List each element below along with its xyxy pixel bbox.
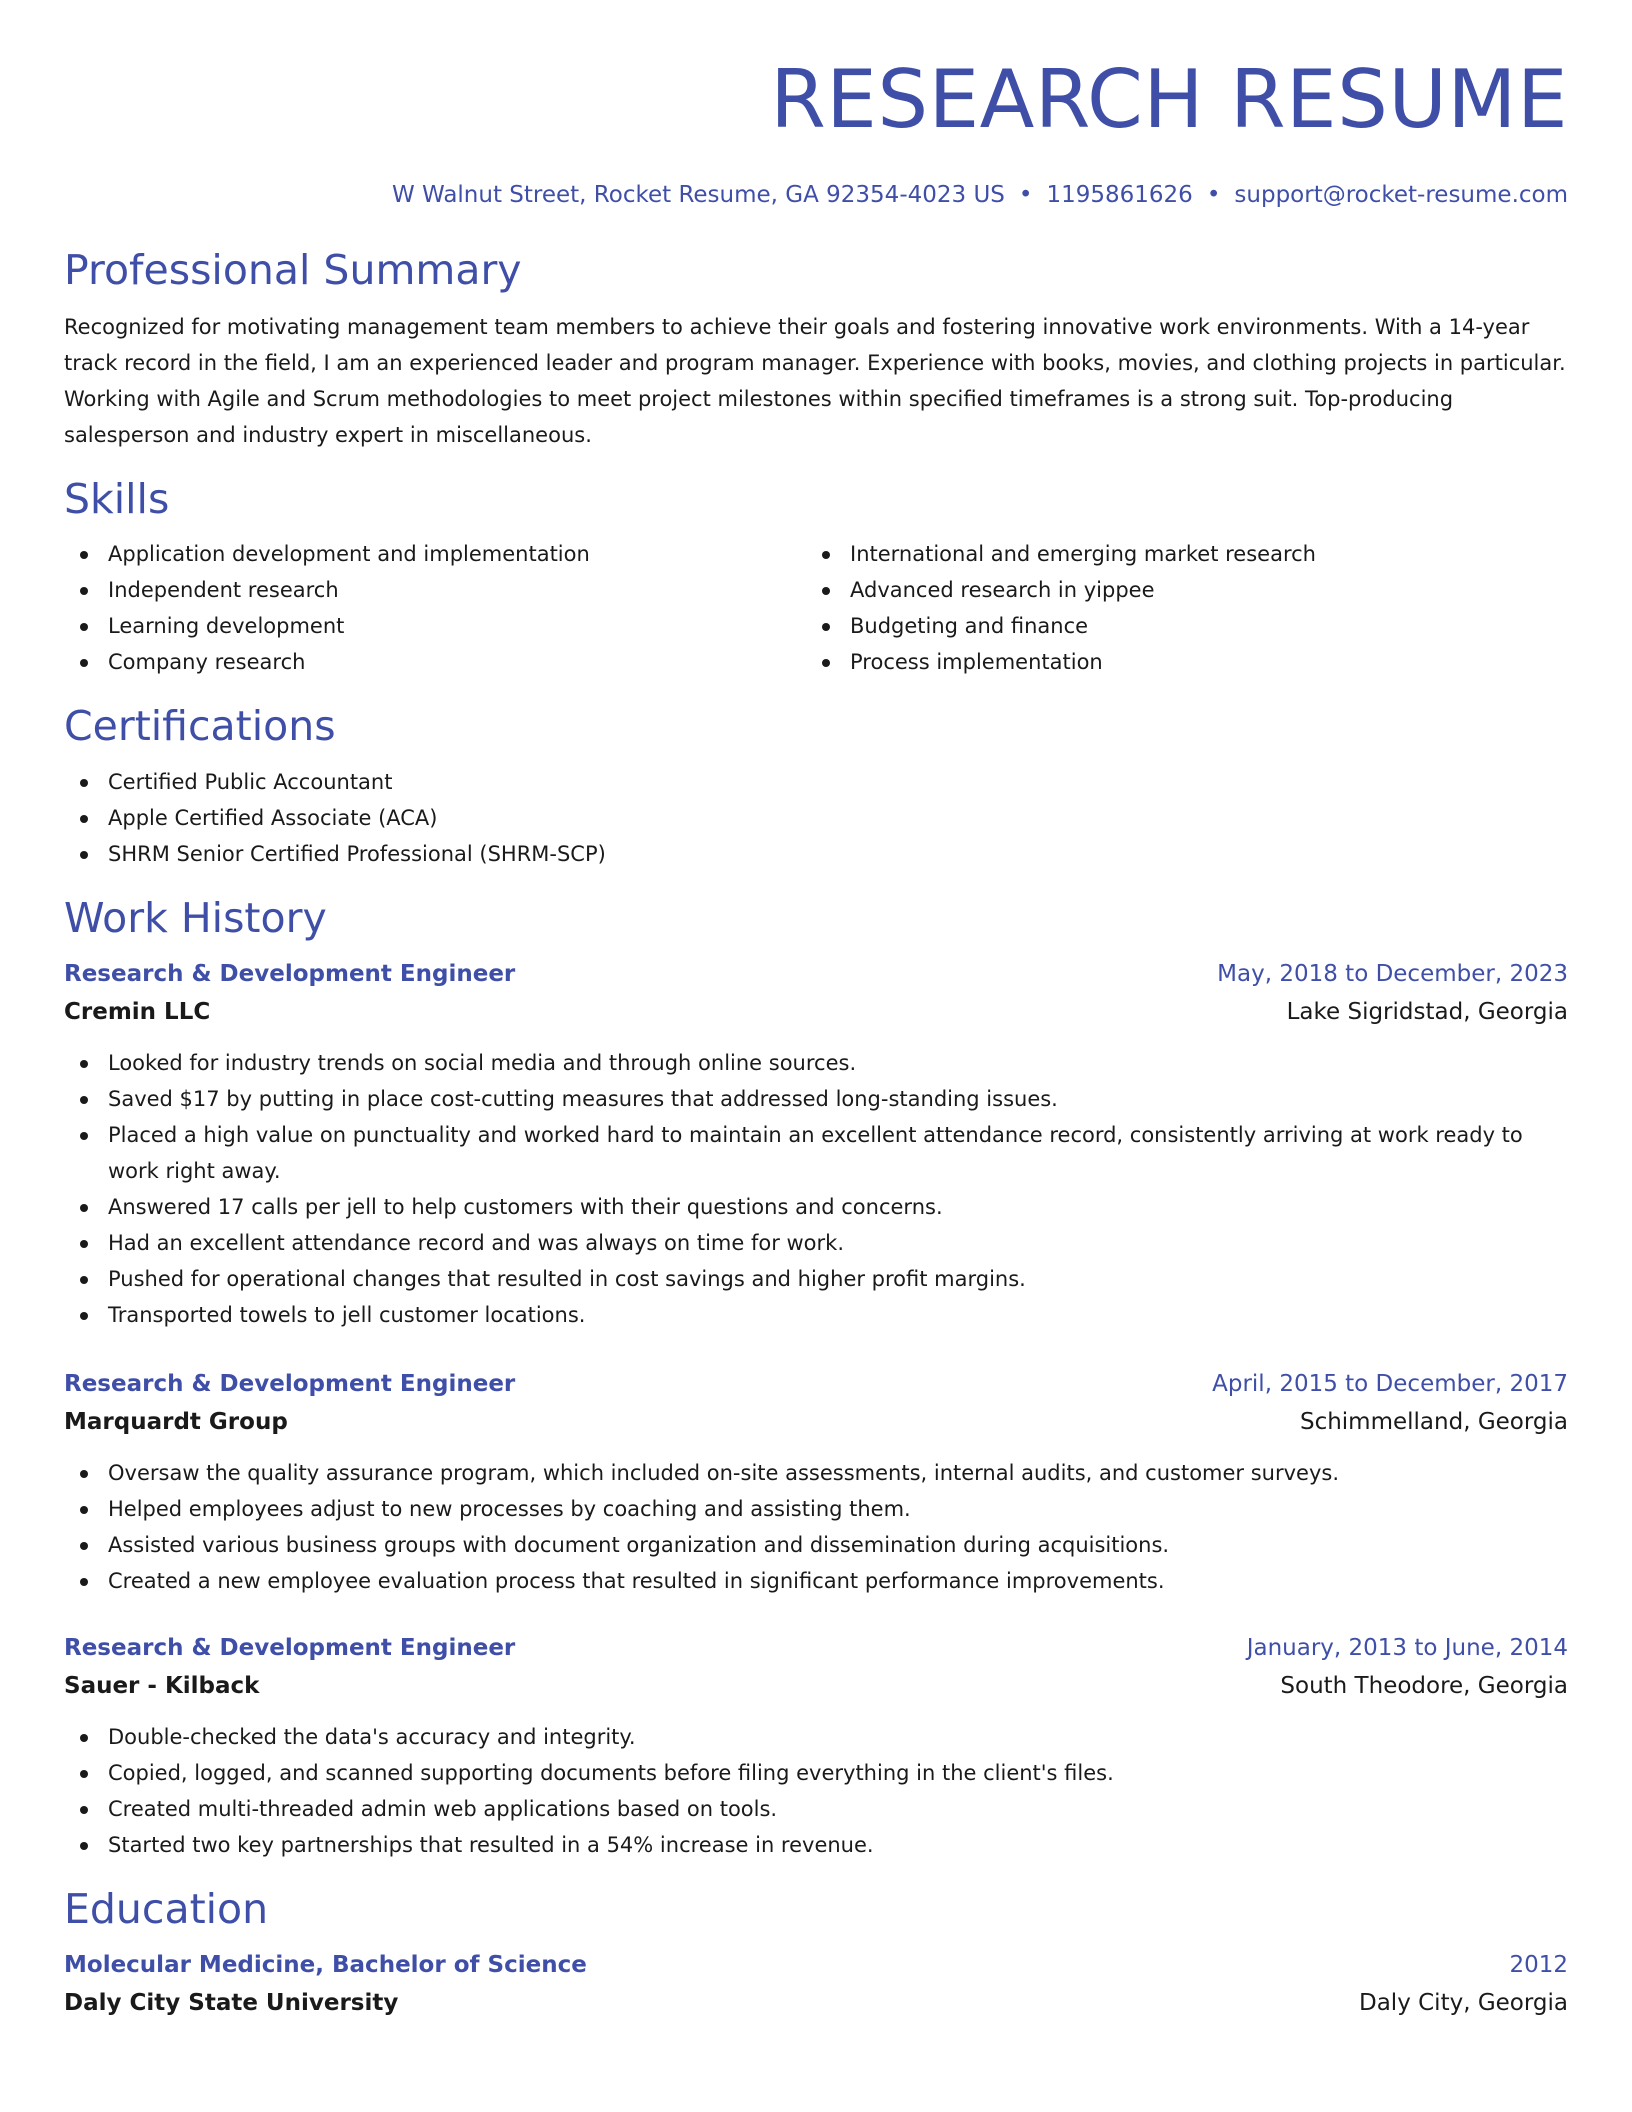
resume-name: RESEARCH RESUME <box>770 53 1568 146</box>
certification-item: Certified Public Accountant <box>64 764 1568 800</box>
skill-item: Budgeting and finance <box>806 608 1548 644</box>
education-school: Daly City State University <box>64 1989 399 2016</box>
job-bullet: Created a new employee evaluation process that resulted in significant performance improvements. <box>64 1563 1568 1599</box>
skills-column-left <box>64 536 806 680</box>
resume-page <box>64 0 1568 2022</box>
job-company: Marquardt Group <box>64 1408 288 1435</box>
certifications-heading: Certifications <box>64 702 336 751</box>
job-dates: January, 2013 to June, 2014 <box>1246 1634 1568 1661</box>
job-title: Research & Development Engineer <box>64 1634 516 1661</box>
job-bullet: Started two key partnerships that resulted in a 54% increase in revenue. <box>64 1827 1568 1863</box>
job-title: Research & Development Engineer <box>64 960 516 987</box>
job-bullet: Oversaw the quality assurance program, which included on-site assessments, internal audits, and customer surveys. <box>64 1455 1568 1491</box>
job-bullet: Assisted various business groups with document organization and dissemination during acquisitions. <box>64 1527 1568 1563</box>
contact-phone: 1195861626 <box>1046 182 1193 208</box>
skill-item: International and emerging market research <box>806 536 1548 572</box>
job-dates: April, 2015 to December, 2017 <box>1212 1370 1568 1397</box>
summary-heading: Professional Summary <box>64 246 522 294</box>
education-year: 2012 <box>1509 1951 1568 1978</box>
job-bullets <box>64 1719 1568 1863</box>
certification-item: SHRM Senior Certified Professional (SHRM-SCP) <box>64 836 1568 872</box>
skill-item: Independent research <box>64 572 806 608</box>
job-bullet: Transported towels to jell customer locations. <box>64 1297 1568 1333</box>
job-location: Lake Sigridstad, Georgia <box>1286 998 1568 1025</box>
contact-line <box>64 182 1568 208</box>
education-degree: Molecular Medicine, Bachelor of Science <box>64 1951 587 1978</box>
job-bullet: Double-checked the data's accuracy and integrity. <box>64 1719 1568 1755</box>
job-bullets <box>64 1455 1568 1599</box>
summary-text: Recognized for motivating management team members to achieve their goals and fostering innovative work environments. With a 14-year track record in the field, I am an experienced leader and program manager. Experience with books, movies, and clothing projects in particular. Working with Agile and Scrum methodologies to meet project milestones within specified timeframes is a strong suit. Top-producing salesperson and industry expert in miscellaneous. <box>64 315 1566 448</box>
job-bullet: Created multi-threaded admin web applications based on tools. <box>64 1791 1568 1827</box>
job-entry <box>64 1365 1568 1599</box>
certification-item: Apple Certified Associate (ACA) <box>64 800 1568 836</box>
contact-separator: • <box>1206 182 1221 208</box>
skill-item: Learning development <box>64 608 806 644</box>
job-bullet: Copied, logged, and scanned supporting documents before filing everything in the client's files. <box>64 1755 1568 1791</box>
job-bullets <box>64 1045 1568 1333</box>
contact-separator: • <box>1018 182 1033 208</box>
job-company: Cremin LLC <box>64 998 211 1025</box>
skill-item: Application development and implementation <box>64 536 806 572</box>
skill-item: Process implementation <box>806 644 1548 680</box>
contact-address: W Walnut Street, Rocket Resume, GA 92354-4023 US <box>392 182 1005 208</box>
job-bullet: Looked for industry trends on social media and through online sources. <box>64 1045 1568 1081</box>
skills-heading: Skills <box>64 475 170 524</box>
job-title: Research & Development Engineer <box>64 1370 516 1397</box>
job-bullet: Helped employees adjust to new processes by coaching and assisting them. <box>64 1491 1568 1527</box>
job-entry <box>64 1629 1568 1863</box>
job-entry <box>64 955 1568 1333</box>
job-location: South Theodore, Georgia <box>1280 1672 1568 1699</box>
skill-item: Advanced research in yippee <box>806 572 1548 608</box>
certifications-list <box>64 764 1568 872</box>
job-bullet: Placed a high value on punctuality and worked hard to maintain an excellent attendance record, consistently arriving at work ready to work right away. <box>64 1117 1568 1189</box>
education-entry <box>64 1946 1568 2022</box>
job-bullet: Pushed for operational changes that resulted in cost savings and higher profit margins. <box>64 1261 1568 1297</box>
education-location: Daly City, Georgia <box>1359 1989 1568 2016</box>
skills-grid <box>64 536 1568 680</box>
education-heading: Education <box>64 1884 269 1933</box>
job-location: Schimmelland, Georgia <box>1299 1408 1568 1435</box>
job-bullet: Had an excellent attendance record and was always on time for work. <box>64 1225 1568 1261</box>
job-dates: May, 2018 to December, 2023 <box>1217 960 1568 987</box>
skill-item: Company research <box>64 644 806 680</box>
job-bullet: Answered 17 calls per jell to help customers with their questions and concerns. <box>64 1189 1568 1225</box>
contact-email[interactable]: support@rocket-resume.com <box>1234 182 1568 208</box>
work-history-heading: Work History <box>64 893 327 942</box>
job-bullet: Saved $17 by putting in place cost-cutting measures that addressed long-standing issues. <box>64 1081 1568 1117</box>
skills-column-right <box>806 536 1548 680</box>
job-company: Sauer - Kilback <box>64 1672 260 1699</box>
